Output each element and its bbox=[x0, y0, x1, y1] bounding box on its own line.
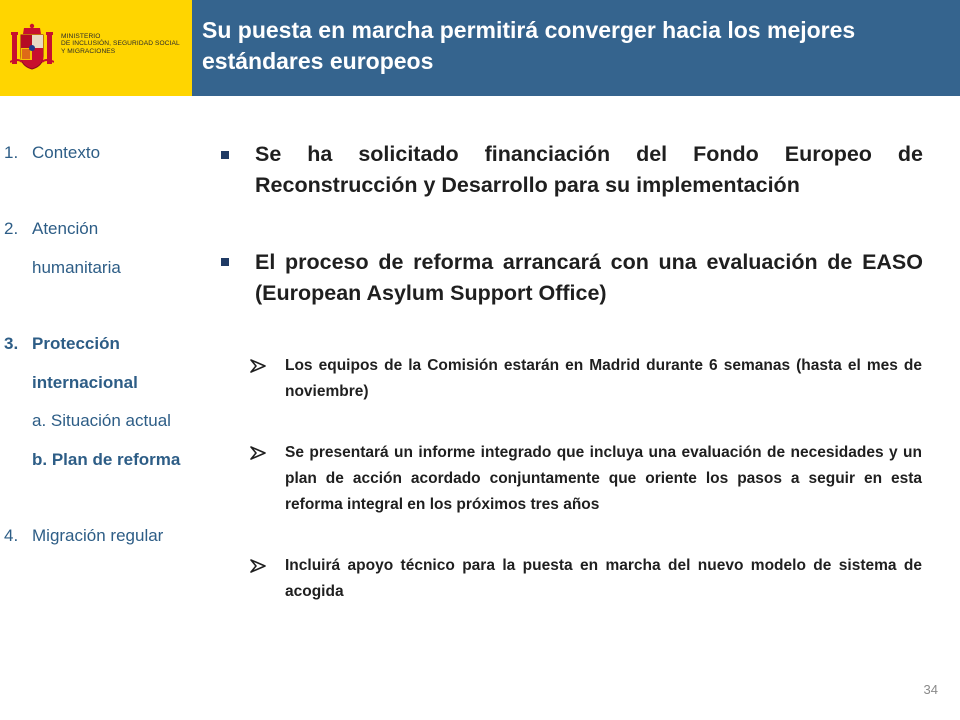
nav-item-proteccion[interactable]: 3. Protección bbox=[4, 334, 120, 353]
subbullet-apoyo: Incluirá apoyo técnico para la puesta en marcha del nuevo modelo de sistema de acogida bbox=[285, 557, 922, 600]
arrow-bullet-icon bbox=[250, 359, 266, 373]
nav-subitem-plan[interactable]: b. Plan de reforma bbox=[32, 450, 181, 469]
arrow-bullet-icon bbox=[250, 446, 266, 460]
nav-item-proteccion-line2: internacional bbox=[32, 373, 138, 392]
square-bullet-icon bbox=[221, 151, 229, 159]
square-bullet-icon bbox=[221, 258, 229, 266]
nav-item-contexto[interactable]: 1. Contexto bbox=[4, 143, 101, 162]
nav-item-migracion[interactable]: 4. Migración regular bbox=[4, 526, 164, 545]
page-number: 34 bbox=[923, 682, 938, 697]
arrow-bullet-icon bbox=[250, 559, 266, 573]
bullet-proceso: El proceso de reforma arrancará con una evaluación de EASO (European Asylum Support Office) bbox=[255, 250, 923, 305]
nav-subitem-situacion[interactable]: a. Situación actual bbox=[32, 411, 171, 430]
subbullet-equipos: Los equipos de la Comisión estarán en Madrid durante 6 semanas (hasta el mes de noviembre) bbox=[285, 357, 922, 400]
nav-item-atencion-line2: humanitaria bbox=[32, 258, 121, 277]
ministry-name: MINISTERIO DE INCLUSIÓN, SEGURIDAD SOCIAL Y MIGRACIONES bbox=[61, 33, 180, 55]
nav-item-atencion[interactable]: 2. Atención bbox=[4, 219, 99, 238]
bullet-financiacion: Se ha solicitado financiación del Fondo Europeo de Reconstrucción y Desarrollo para su implementación bbox=[255, 142, 923, 197]
subbullet-informe: Se presentará un informe integrado que incluya una evaluación de necesidades y un plan de acción acordado conjuntamente que oriente los pasos a seguir en esta reforma integral en los próximos tres años bbox=[285, 444, 922, 513]
agenda-nav bbox=[0, 0, 200, 720]
slide-title: Su puesta en marcha permitirá converger hacia los mejores estándares europeos bbox=[202, 17, 856, 74]
title-bar bbox=[192, 0, 960, 96]
